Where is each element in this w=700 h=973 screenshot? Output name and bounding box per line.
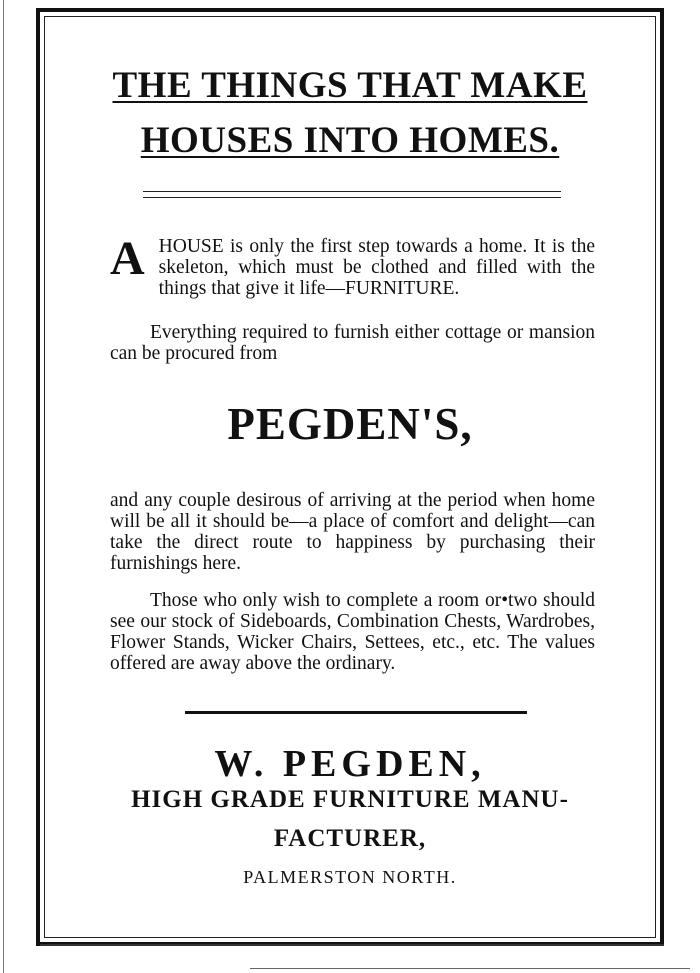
procure-paragraph: Everything required to furnish either cottage or mansion can be procured from	[110, 322, 595, 364]
signature-rule	[185, 711, 527, 714]
signature-location: PALMERSTON NORTH.	[243, 867, 457, 887]
signature-line-2: FACTURER,	[273, 825, 427, 852]
signature-line-1: HIGH GRADE FURNITURE MANU-	[131, 786, 569, 813]
drop-cap: A	[110, 232, 145, 285]
couples-paragraph: and any couple desirous of arriving at the period when home will be all it should be—a place of comfort and delight—can take the direct route to happiness by purchasing their furnishings here.	[110, 490, 595, 574]
headline-double-rule	[143, 191, 561, 198]
intro-paragraph	[110, 232, 595, 299]
intro-paragraph-text: HOUSE is only the first step towards a home. It is the skeleton, which must be clothed and filled with the things that give it life—FURNITURE.	[158, 236, 595, 299]
stock-paragraph: Those who only wish to complete a room or•two should see our stock of Sideboards, Combination Chests, Wardrobes, Flower Stands, Wicker Chairs, Settees, etc., etc. The values offered are away above the ordinary.	[110, 590, 595, 674]
signature-name: W. PEGDEN,	[214, 743, 486, 785]
store-name-heading: PEGDEN'S,	[227, 399, 473, 449]
headline-line-2: HOUSES INTO HOMES.	[140, 120, 560, 161]
headline-line-1: THE THINGS THAT MAKE	[112, 65, 588, 106]
